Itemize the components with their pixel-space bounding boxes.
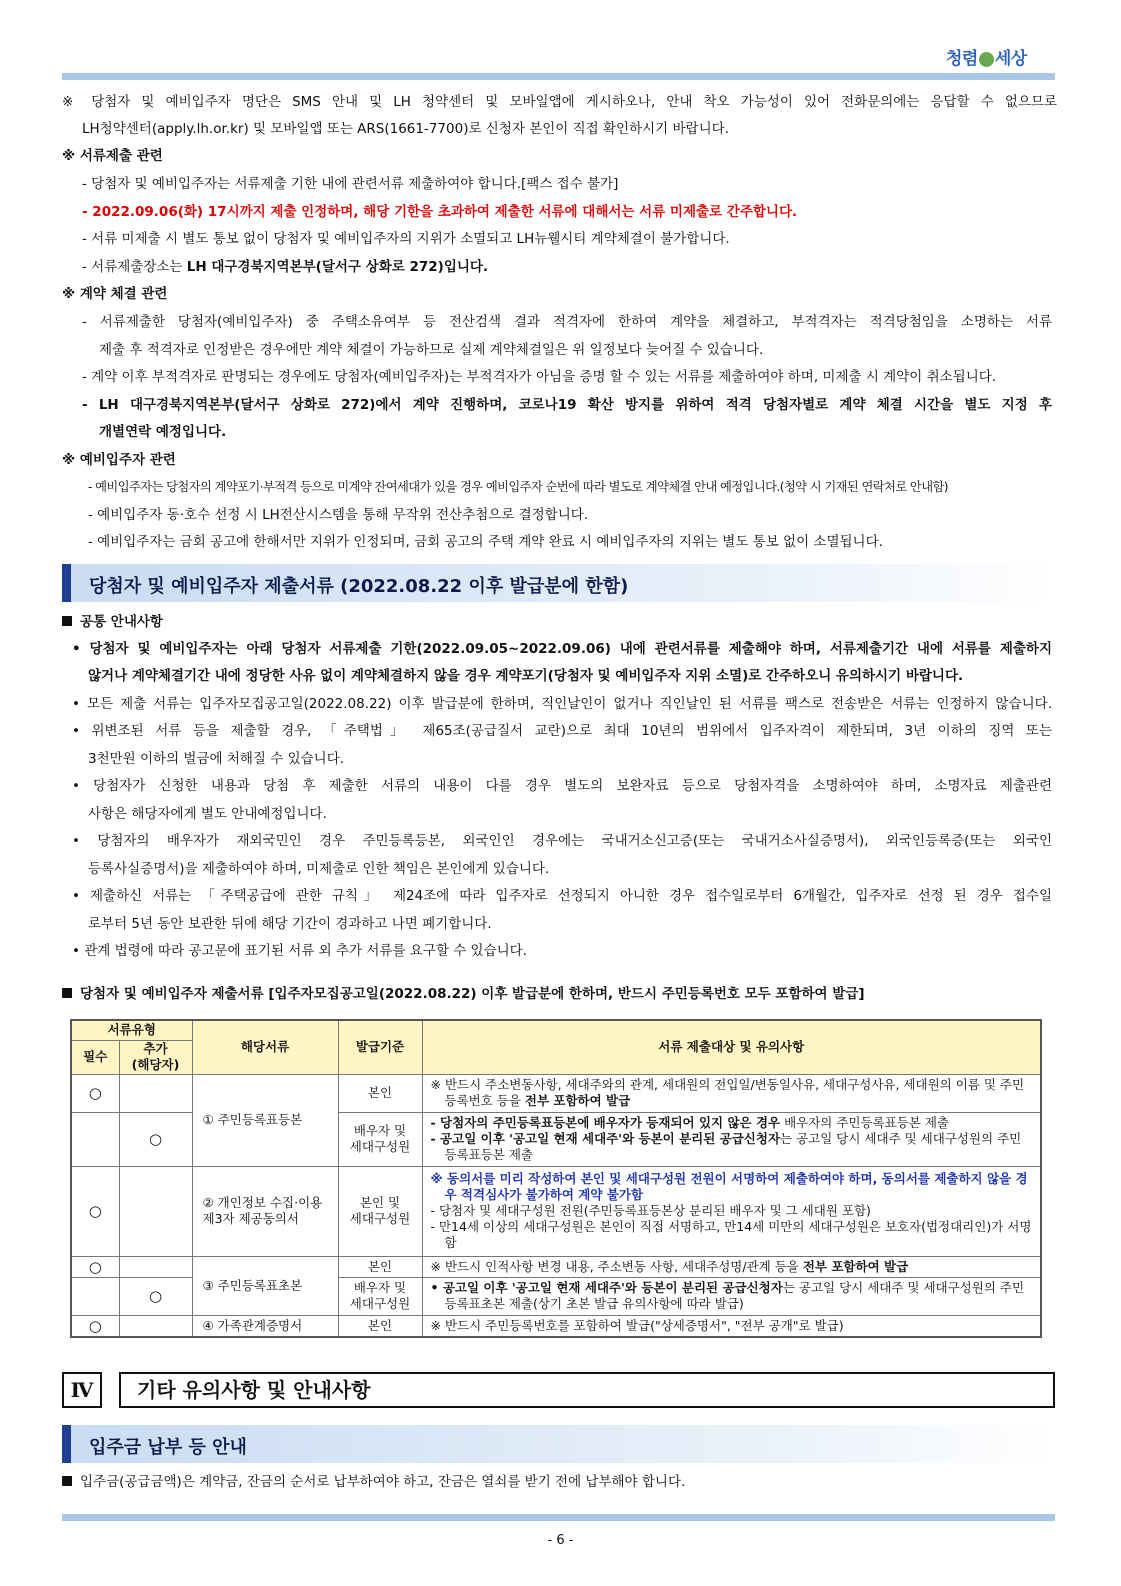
list-item-highlight: - 2022.09.06(화) 17시까지 제출 인정하며, 해당 기한을 초과하여 제출한 서류에 대해서는 서류 미제출로 간주합니다.	[82, 204, 798, 220]
table-cell: ○	[71, 1166, 119, 1256]
table-cell: ③ 주민등록표초본	[192, 1256, 338, 1315]
table-row	[71, 1074, 1041, 1112]
table-cell: 본인	[338, 1315, 422, 1337]
list-item: - LH 대구경북지역본부(달서구 상화로 272)에서 계약 진행하며, 코로나19 확산 방지를 위하여 적격 당첨자별로 계약 체결 시간을 별도 지정 후	[82, 397, 1052, 413]
table-row	[71, 1166, 1041, 1256]
subsection-heading: ※ 계약 체결 관련	[62, 286, 168, 302]
list-item: 입주금(공급금액)은 계약금, 잔금의 순서로 납부하여야 하고, 잔금은 열쇠를 받기 전에 납부해야 합니다.	[62, 1473, 1057, 1491]
square-bullet-icon	[62, 988, 72, 998]
list-item: 않거나 계약체결기간 내에 정당한 사유 없이 계약체결하지 않을 경우 계약포기(당첨자 및 예비입주자 지위 소멸)로 간주하오니 유의하시기 바랍니다.	[88, 668, 964, 684]
table-cell	[119, 1074, 192, 1112]
list-item: 등록사실증명서)을 제출하여야 하며, 미제출로 인한 책임은 본인에게 있습니다.	[88, 861, 550, 877]
chapter-number: Ⅳ	[62, 1372, 102, 1408]
square-bullet-icon	[62, 616, 72, 626]
table-cell: ※ 동의서를 미리 작성하여 본인 및 세대구성원 전원이 서명하여 제출하여야 하며, 동의서를 제출하지 않을 경우 적격심사가 불가하여 계약 불가함 - 당첨자 및 세대구성원 전원(주민등록표등본상 분리된 배우자 및 그 세대원 포함) - 만14세 이상의 세대구성원은 본인이 직접 서명하고, 만14세 미만의 세대구성원은 보호자(법정대리인)가 서명함	[422, 1166, 1041, 1256]
table-header: 서류 제출대상 및 유의사항	[422, 1020, 1041, 1074]
list-item: • 위변조된 서류 등을 제출할 경우, 「주택법」 제65조(공급질서 교란)으로 최대 10년의 범위에서 입주자격이 제한되며, 3년 이하의 징역 또는	[72, 723, 1052, 739]
subsection-heading: 공통 안내사항	[62, 613, 1057, 631]
table-heading: 당첨자 및 예비입주자 제출서류 [입주자모집공고일(2022.08.22) 이후 발급분에 한하며, 반드시 주민등록번호 모두 포함하여 발급]	[62, 985, 1057, 1003]
list-item: • 당첨자가 신청한 내용과 당첨 후 제출한 서류의 내용이 다를 경우 별도의 보완자료 등으로 당첨자격을 소명하여야 하며, 소명자료 제출관련	[72, 778, 1052, 794]
list-item: - 예비입주자는 금회 공고에 한해서만 지위가 인정되며, 금회 공고의 주택 계약 완료 시 예비입주자의 지위는 별도 통보 없이 소멸됩니다.	[88, 534, 883, 550]
table-header: 서류유형	[71, 1020, 192, 1040]
table-cell	[119, 1256, 192, 1277]
table-row	[71, 1256, 1041, 1277]
table-cell: ② 개인정보 수집·이용 제3자 제공동의서	[192, 1166, 338, 1256]
table-cell: ○	[71, 1315, 119, 1337]
list-item: • 당첨자 및 예비입주자는 아래 당첨자 서류제출 기한(2022.09.05~2022.09.06) 내에 관련서류를 제출해야 하며, 서류제출기간 내에 서류를 제출하지	[72, 641, 1052, 657]
table-cell: ※ 반드시 인적사항 변경 내용, 주소변동 사항, 세대주성명/관계 등을 전부 포함하여 발급	[422, 1256, 1041, 1277]
table-cell	[71, 1112, 119, 1166]
bottom-divider	[62, 1514, 1055, 1521]
list-item: - 서류제출장소는 LH 대구경북지역본부(달서구 상화로 272)입니다.	[82, 259, 489, 275]
list-item: 3천만원 이하의 벌금에 처해질 수 있습니다.	[88, 751, 345, 767]
top-divider	[62, 73, 1055, 80]
table-cell: • 공고일 이후 '공고일 현재 세대주'와 등본이 분리된 공급신청자는 공고일 당시 세대주 및 세대구성원의 주민등록표초본 제출(상기 초본 발급 유의사항에 따라 발급)	[422, 1277, 1041, 1315]
list-item: 제출 후 적격자로 인정받은 경우에만 계약 체결이 가능하므로 실제 계약체결일은 위 일정보다 늦어질 수 있습니다.	[99, 342, 764, 358]
list-item: 로부터 5년 동안 보관한 뒤에 해당 기간이 경과하고 나면 폐기합니다.	[88, 916, 492, 932]
table-cell	[119, 1315, 192, 1337]
table-header: 해당서류	[192, 1020, 338, 1074]
table-cell: 본인	[338, 1074, 422, 1112]
table-header: 추가 (해당자)	[119, 1040, 192, 1074]
logo: 청렴 세상	[946, 49, 1027, 69]
table-cell: 본인 및 세대구성원	[338, 1166, 422, 1256]
table-cell: ① 주민등록표등본	[192, 1074, 338, 1166]
table-cell: - 당첨자의 주민등록표등본에 배우자가 등재되어 있지 않은 경우 배우자의 주민등록표등본 제출 - 공고일 이후 '공고일 현재 세대주'와 등본이 분리된 공급신청자는 공고일 당시 세대주 및 세대구성원의 주민등록표등본 제출	[422, 1112, 1041, 1166]
list-item: - 당첨자 및 예비입주자는 서류제출 기한 내에 관련서류 제출하여야 합니다.[팩스 접수 불가]	[82, 176, 619, 192]
list-item: - 계약 이후 부적격자로 판명되는 경우에도 당첨자(예비입주자)는 부적격자가 아님을 증명 할 수 있는 서류를 제출하여야 하며, 미제출 시 계약이 취소됩니다.	[82, 369, 997, 385]
documents-table	[70, 1019, 1042, 1338]
list-item: - 서류제출한 당첨자(예비입주자) 중 주택소유여부 등 전산검색 결과 적격자에 한하여 계약을 체결하고, 부적격자는 적격당첨임을 소명하는 서류	[82, 314, 1052, 330]
table-cell: 배우자 및 세대구성원	[338, 1277, 422, 1315]
table-header: 발급기준	[338, 1020, 422, 1074]
list-item: 개별연락 예정입니다.	[99, 424, 227, 440]
page-number: - 6 -	[547, 1533, 574, 1548]
section-header: 입주금 납부 등 안내	[62, 1425, 1055, 1463]
table-cell: 본인	[338, 1256, 422, 1277]
list-item: - 서류 미제출 시 별도 통보 없이 당첨자 및 예비입주자의 지위가 소멸되고 LH뉴웰시티 계약체결이 불가합니다.	[82, 231, 730, 247]
table-header: 필수	[71, 1040, 119, 1074]
subsection-heading: ※ 예비입주자 관련	[62, 452, 176, 468]
list-item: 사항은 해당자에게 별도 안내예정입니다.	[88, 806, 327, 822]
section-header: 당첨자 및 예비입주자 제출서류 (2022.08.22 이후 발급분에 한함)	[62, 564, 1055, 602]
table-cell: ○	[71, 1074, 119, 1112]
logo-mark-icon	[979, 52, 994, 67]
table-cell: ○	[119, 1112, 192, 1166]
table-cell: ○	[71, 1256, 119, 1277]
subsection-heading: ※ 서류제출 관련	[62, 148, 163, 164]
list-item: • 관계 법령에 따라 공고문에 표기된 서류 외 추가 서류를 요구할 수 있습니다.	[72, 943, 527, 959]
table-cell	[119, 1166, 192, 1256]
list-item: - 예비입주자는 당첨자의 계약포기·부적격 등으로 미계약 잔여세대가 있을 경우 예비입주자 순번에 따라 별도로 계약체결 안내 예정입니다.(청약 시 기재된 연락처로 안내함)	[88, 480, 948, 494]
notice-line: LH청약센터(apply.lh.or.kr) 및 모바일앱 또는 ARS(1661-7700)로 신청자 본인이 직접 확인하시기 바랍니다.	[82, 121, 729, 137]
notice-line: ※ 당첨자 및 예비입주자 명단은 SMS 안내 및 LH 청약센터 및 모바일앱에 게시하오나, 안내 착오 가능성이 있어 전화문의에는 응답할 수 없으므로	[62, 94, 1057, 110]
list-item: • 당첨자의 배우자가 재외국민인 경우 주민등록등본, 외국인인 경우에는 국내거소신고증(또는 국내거소사실증명서), 외국인등록증(또는 외국인	[72, 833, 1052, 849]
list-item: • 모든 제출 서류는 입주자모집공고일(2022.08.22) 이후 발급분에 한하며, 직인날인이 없거나 직인날인 된 서류를 팩스로 전송받은 서류는 인정하지 않습니다.	[72, 696, 1052, 712]
table-cell: ※ 반드시 주민등록번호를 포함하여 발급("상세증명서", "전부 공개"로 발급)	[422, 1315, 1041, 1337]
table-row	[71, 1315, 1041, 1337]
chapter-title: 기타 유의사항 및 안내사항	[119, 1372, 1055, 1408]
table-cell: ※ 반드시 주소변동사항, 세대주와의 관계, 세대원의 전입일/변동일사유, 세대구성사유, 세대원의 이름 및 주민등록번호 등을 전부 포함하여 발급	[422, 1074, 1041, 1112]
table-cell: 배우자 및 세대구성원	[338, 1112, 422, 1166]
table-cell	[71, 1277, 119, 1315]
list-item: • 제출하신 서류는 「주택공급에 관한 규칙」 제24조에 따라 입주자로 선정되지 아니한 경우 접수일로부터 6개월간, 입주자로 선정 된 경우 접수일	[72, 888, 1052, 904]
table-cell: ○	[119, 1277, 192, 1315]
square-bullet-icon	[62, 1476, 72, 1486]
table-cell: ④ 가족관계증명서	[192, 1315, 338, 1337]
list-item: - 예비입주자 동·호수 선정 시 LH전산시스템을 통해 무작위 전산추첨으로 결정합니다.	[88, 507, 589, 523]
